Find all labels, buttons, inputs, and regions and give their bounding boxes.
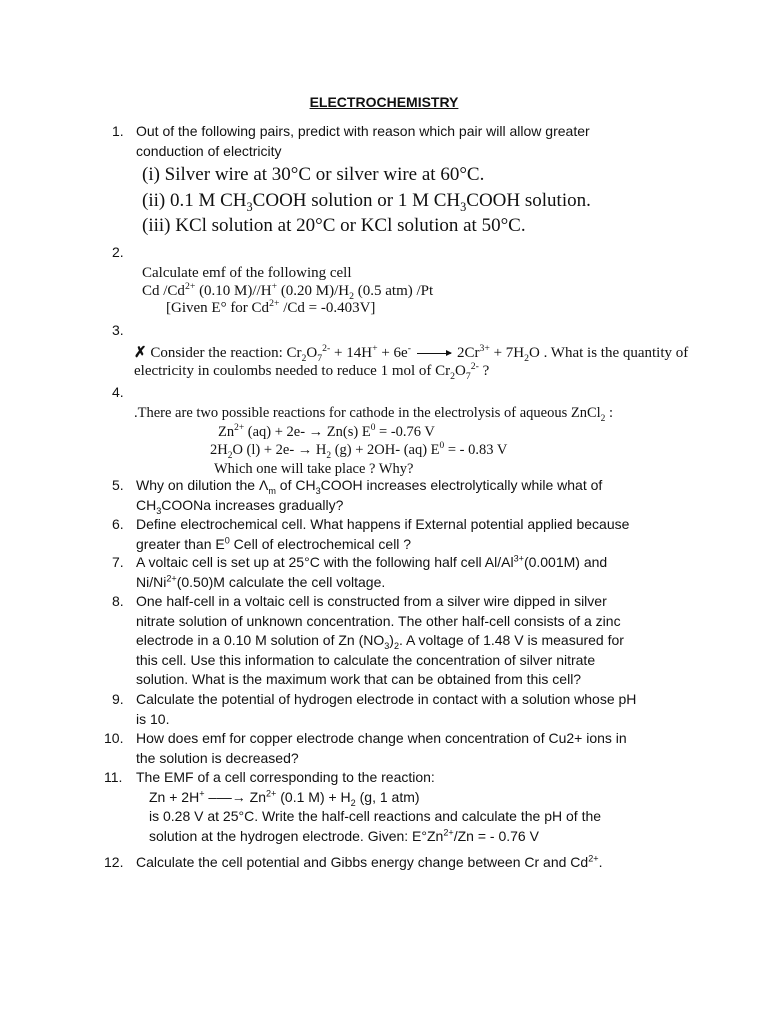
question-text: Calculate emf of the following cell — [142, 265, 352, 281]
question-number: 7. — [112, 554, 124, 570]
question-text: Which one will take place ? Why? — [214, 460, 414, 477]
question-text: electrode in a 0.10 M solution of Zn $(NO_3)_2$. A voltage of 1.48 V is measured for — [136, 632, 624, 651]
cell-notation: Cd $/Cd^{2+}$ (0.10 M)//H+ (0.20 $M)/H_2$ (0.5 atm) /Pt — [142, 280, 434, 302]
question-10 — [104, 729, 672, 768]
question-1 — [112, 122, 672, 161]
question-7 — [112, 553, 672, 592]
question-text: Calculate the potential of hydrogen electrode in contact with a solution whose pH — [136, 691, 637, 707]
question-11 — [104, 768, 672, 846]
question-6 — [112, 515, 672, 554]
question-1-options — [142, 162, 591, 239]
question-text: .There are two possible reactions for cathode in the electrolysis of aqueous ZnCl$_2$ : — [134, 405, 614, 424]
question-number: 12. — [104, 854, 124, 870]
reaction-2: $2H_2O$ $(l) + 2e- \to H_2$ (g) + 2OH- (aq) $E^0$ = - 0.83 V — [210, 441, 508, 461]
option-ii: (ii) 0.1 M $CH_3COOH$ solution or 1 M $CH_3COOH$ solution. — [142, 189, 591, 214]
question-text: Out of the following pairs, predict with reason which pair will allow greater — [136, 123, 590, 139]
question-text: One half-cell in a voltaic cell is constructed from a silver wire dipped in silver — [136, 593, 607, 609]
question-text: electricity in coulombs needed to reduce 1 mol of $Cr_2O_7^{2-}$ ? — [134, 360, 490, 382]
question-5 — [112, 476, 672, 515]
question-number: 5. — [112, 477, 124, 493]
question-text: is 10. — [136, 710, 170, 727]
question-number: 6. — [112, 516, 124, 532]
question-text: ✗ Consider the reaction: $Cr_2O_7^{2-} + 14H^+ + 6e^-$ $2Cr^{3+} + 7H_2O$ . What is the quantity of — [134, 343, 689, 364]
reaction-equation: Zn + 2H+ –––→ $Zn^{2+}$ (0.1 $M) + H_2$ (g, 1 atm) — [149, 787, 420, 808]
question-text: A voltaic cell is set up at 25°C with the following half cell $Al/Al^{3+}(0.001M)$ and — [136, 553, 608, 570]
question-text: solution. What is the maximum work that can be obtained from this cell? — [136, 671, 582, 687]
question-12 — [104, 853, 672, 873]
question-number: 3. — [112, 322, 124, 338]
question-number: 2. — [112, 244, 124, 260]
question-text: $CH_3COONa$ increases gradually? — [136, 496, 344, 516]
question-number: 11. — [104, 769, 123, 785]
question-text: the solution is decreased? — [136, 749, 299, 766]
question-text: The EMF of a cell corresponding to the reaction: — [136, 769, 435, 785]
given-value: [Given E° for $Cd^{2+}$ /Cd = -0.403V] — [166, 298, 376, 316]
question-number: 4. — [112, 384, 124, 400]
x-mark-icon: ✗ — [134, 345, 147, 361]
question-text: $Ni/Ni^{2+}(0.50)M$ calculate the cell voltage. — [136, 572, 386, 590]
question-3 — [134, 345, 688, 380]
question-text: conduction of electricity — [136, 142, 282, 159]
question-text: Define electrochemical cell. What happens if External potential applied because — [136, 516, 630, 532]
question-number: 1. — [112, 123, 124, 139]
question-number: 10. — [104, 730, 124, 746]
question-text: nitrate solution of unknown concentration. The other half-cell consists of a zinc — [136, 612, 621, 629]
page-title: ELECTROCHEMISTRY — [309, 94, 459, 110]
question-text: is 0.28 V at 25°C. Write the half-cell reactions and calculate the pH of the — [149, 808, 602, 824]
question-text: solution at the hydrogen electrode. Given: $E^\circ Zn^{2+}/Zn$ = - 0.76 V — [149, 826, 539, 844]
question-4 — [134, 404, 613, 478]
question-text: this cell. Use this information to calculate the concentration of silver nitrate — [136, 651, 596, 668]
question-text: Why on dilution the $\Lambda_m$ of $CH_3COOH$ increases electrolytically while what of — [136, 477, 603, 496]
question-text: How does emf for copper electrode change when concentration of Cu2+ ions in — [136, 730, 627, 746]
option-i: (i) Silver wire at 30°C or silver wire at 60°C. — [142, 164, 485, 185]
question-2 — [142, 265, 433, 318]
reaction-1: $Zn^{2+}$ (aq) + 2e- → Zn(s) $E^0 = -0.76$ V — [218, 422, 435, 440]
question-number: 8. — [112, 593, 124, 609]
question-text: greater than $E^0$ Cell of electrochemical cell ? — [136, 534, 412, 552]
question-9 — [112, 690, 672, 729]
question-number: 9. — [112, 691, 124, 707]
reaction-arrow-icon — [417, 353, 451, 354]
question-8 — [112, 592, 672, 690]
question-text: Calculate the cell potential and Gibbs energy change between Cr and $Cd^{2+}$. — [136, 853, 603, 870]
option-iii: (iii) KCl solution at 20°C or KCl solution at 50°C. — [142, 215, 526, 236]
